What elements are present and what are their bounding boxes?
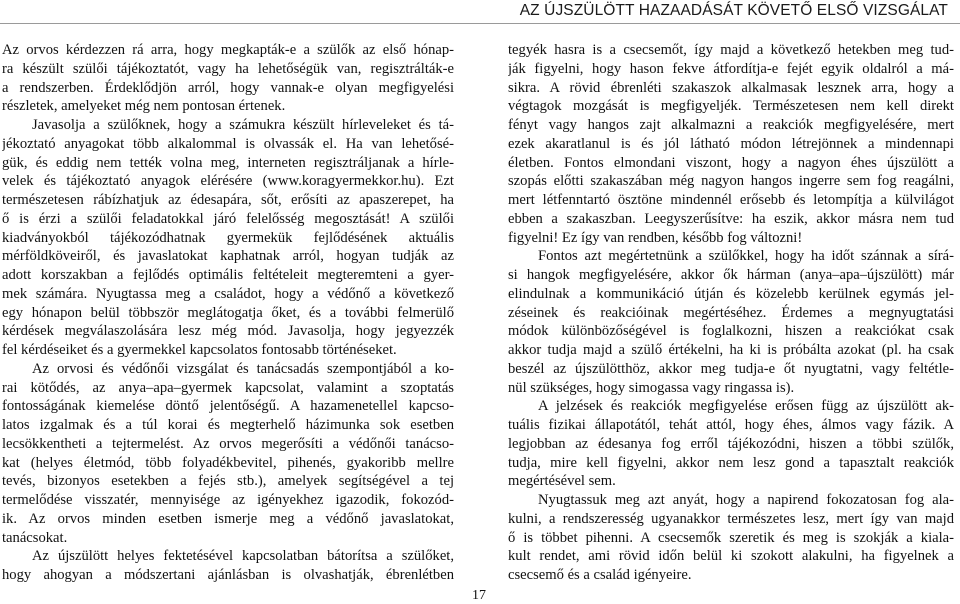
text-line: életben. Fontos elmondani viszont, hogy a nagyon éhes újszülött a bbox=[508, 154, 954, 171]
text-line: sikra. A rövid ébrenléti szakaszok alkalmasak lesznek arra, hogy a bbox=[508, 79, 954, 96]
text-line: rai kötődés, az anya–apa–gyermek kapcsolat, valamint a szoptatás bbox=[2, 379, 454, 396]
text-line: végtagok mozgását is megfigyeljék. Természetesen nem kell direkt bbox=[508, 98, 954, 115]
text-line: nül szükséges, hogy simogassa vagy ringassa is). bbox=[508, 379, 795, 396]
paragraph-8 bbox=[508, 491, 954, 585]
paragraph-4 bbox=[2, 547, 454, 585]
text-line: akkor tudja majd a szülő értékelni, ha ki is próbálta azokat (pl. ha csak bbox=[508, 342, 954, 358]
paragraph-2 bbox=[2, 116, 454, 360]
text-line: beszél az újszülötthöz, akkor meg tudja-e őt nyugtatni, vagy feltétle- bbox=[508, 360, 954, 377]
paragraph-3 bbox=[2, 360, 454, 548]
text-line: mérföldköveiről, és javaslatokat kaphatnak arról, hogyan tudják az bbox=[2, 248, 454, 265]
text-line: ő is érzi a szülői feladatokkal járó felelősség megosztását! A szülői bbox=[2, 210, 454, 227]
text-line: elindulnak a kommunikáció útján és közelebb kerülnek egymás jel- bbox=[508, 285, 954, 302]
text-line: ebben a szakaszban. Leegyszerűsítve: ha eszik, akkor másra nem tud bbox=[508, 210, 954, 227]
left-column bbox=[2, 41, 454, 585]
text-line: a rendszerben. Érdeklődjön arról, hogy vannak-e olyan megfigyelési bbox=[2, 79, 454, 96]
right-column bbox=[508, 41, 954, 585]
text-line: tegyék hasra is a csecsemőt, így majd a következő hetekben meg tud- bbox=[508, 42, 954, 58]
page-number: 17 bbox=[472, 588, 486, 603]
text-line: jékoztató anyagokat több alkalommal is olvassák el. Ha van lehetősé- bbox=[2, 135, 454, 152]
text-line: Az újszülött helyes fektetésével kapcsolatban bátorítsa a szülőket, bbox=[32, 548, 454, 565]
header-divider bbox=[0, 23, 960, 24]
running-header: AZ ÚJSZÜLÖTT HAZAADÁSÁT KÖVETŐ ELSŐ VIZSGÁLAT bbox=[519, 2, 948, 19]
text-line: Javasolja a szülőknek, hogy a számukra készült hírleveleket és tá- bbox=[32, 117, 454, 133]
text-line: fontosságának kiemelése döntő jelentőségű. A hazamenetellel kapcso- bbox=[2, 398, 454, 415]
text-line: Fontos azt megértetnünk a szülőkkel, hogy ha időt szánnak a sírá- bbox=[538, 248, 954, 265]
text-line: mek számára. Nyugtassa meg a családot, hogy a védőnő a következő bbox=[2, 285, 454, 302]
text-line: tanácsokat. bbox=[2, 529, 68, 546]
text-line: lecsökkentheti a tejtermelést. Az orvos megerősíti a védőnői tanácso- bbox=[2, 435, 454, 452]
text-line: Az orvos kérdezzen rá arra, hogy megkapták-e a szülők az első hónap- bbox=[2, 42, 454, 58]
text-line: kat (helyes életmód, több folyadékbevitel, pihenés, gyakoribb mellre bbox=[2, 454, 454, 471]
text-line: termelődése visszatér, mennyisége az igényekhez igazodik, fokozód- bbox=[2, 492, 454, 508]
text-line: részletek, amelyeket még nem pontosan értenek. bbox=[2, 98, 286, 115]
text-line: ják figyelni, hogy hason fekve átfordítja-e fejét egyik oldalról a má- bbox=[508, 60, 954, 77]
text-line: természetesen rábízhatjuk az édesapára, sőt, erősíti az apaszerepet, ha bbox=[2, 192, 454, 208]
paragraph-5 bbox=[508, 41, 954, 247]
text-line: ezek akaratlanul is és jól látható módon létrejönnek a mindennapi bbox=[508, 135, 954, 152]
text-line: Nyugtassuk meg azt anyát, hogy a napirend fokozatosan fog ala- bbox=[538, 492, 954, 508]
text-line: latos izgalmak és a túl korai és megterhelő házimunka sok esetben bbox=[2, 417, 454, 433]
text-line: csecsemő és a család igényeire. bbox=[508, 567, 692, 583]
text-line: kult rendet, ami rövid időn belül ki szokott alakulni, ha figyelnek a bbox=[508, 548, 954, 565]
text-line: A jelzések és reakciók megfigyelése erősen függ az újszülött ak- bbox=[538, 398, 954, 415]
text-line: zéseinek és reakcióinak megértéséhez. Érdemes a megnyugtatási bbox=[508, 304, 954, 321]
text-line: szopás előtti szakaszában még nagyon hangos ingerre sem fog reagálni, bbox=[508, 173, 954, 190]
text-line: fényt vagy hangos zajt alkalmazni a reakciók megfigyelésére, mert bbox=[508, 117, 954, 133]
text-line: tudja, mire kell figyelni, akkor nem lesz gond a tapasztalt reakciók bbox=[508, 454, 954, 471]
text-line: kiadványokból tájékozódhatnak gyermekük fejlődésének aktuális bbox=[2, 229, 454, 246]
text-line: figyelni! Ez így van rendben, később fog változni! bbox=[508, 229, 803, 246]
text-line: fel kérdéseiket és a gyermekkel kapcsolatos fontosabb történéseket. bbox=[2, 342, 397, 358]
text-line: ik. Az orvos minden esetben ismerje meg a védőnő javaslatokat, bbox=[2, 510, 454, 527]
text-line: Az orvosi és védőnői vizsgálat és tanácsadás szempontjából a ko- bbox=[32, 360, 454, 377]
text-line: kérdések megválaszolására lesz még mód. Javasolja, hogy jegyezzék bbox=[2, 323, 454, 340]
text-line: kulni, a rendszeresség ugyanakkor természetes lesz, mert így van majd bbox=[508, 510, 954, 527]
text-line: ő is többet pihenni. A csecsemők szeretik és meg is szokják a kiala- bbox=[508, 529, 954, 546]
text-line: si hangok megfigyelésére, akkor ők hárman (anya–apa–újszülött) már bbox=[508, 267, 954, 283]
text-line: egy hónapon belül többször meglátogatja őket, és a további felmerülő bbox=[2, 304, 454, 321]
text-line: megértésével sem. bbox=[508, 473, 616, 490]
text-line: gük, és eddig nem tették volna meg, interneten regisztráljanak a hírle- bbox=[2, 154, 454, 171]
text-line: adott korszakban a fejlődés optimális feltételeit megteremteni a gyer- bbox=[2, 267, 454, 283]
paragraph-1 bbox=[2, 41, 454, 116]
paragraph-6 bbox=[508, 247, 954, 397]
text-line: tevés, bizonyos esetekben a fejés stb.), amelyek segítségével a tej bbox=[2, 473, 454, 490]
text-line: tuális fizikai állapotától, tehát attól, hogy éhes, álmos vagy fázik. A bbox=[508, 417, 954, 433]
text-line: ra készült szülői tájékoztatót, vagy ha lehetőségük van, regisztrálták-e bbox=[2, 60, 454, 77]
text-line: mert létfenntartó ösztöne mindennél erősebb és letompítja a külvilágot bbox=[508, 192, 954, 208]
text-line: módok különbözőségével is foglalkozni, hiszen a reakciókat csak bbox=[508, 323, 954, 340]
paragraph-7 bbox=[508, 397, 954, 491]
text-line: velek és tájékoztató anyagok elérésére (www.koragyermekkor.hu). Ezt bbox=[2, 173, 454, 190]
text-line: hogy ahogyan a módszertani ajánlásban is olvashatják, ébrenlétben bbox=[2, 567, 454, 583]
text-line: legjobban az édesanya fog erről tájékozódni, hiszen a többi szülők, bbox=[508, 435, 954, 452]
